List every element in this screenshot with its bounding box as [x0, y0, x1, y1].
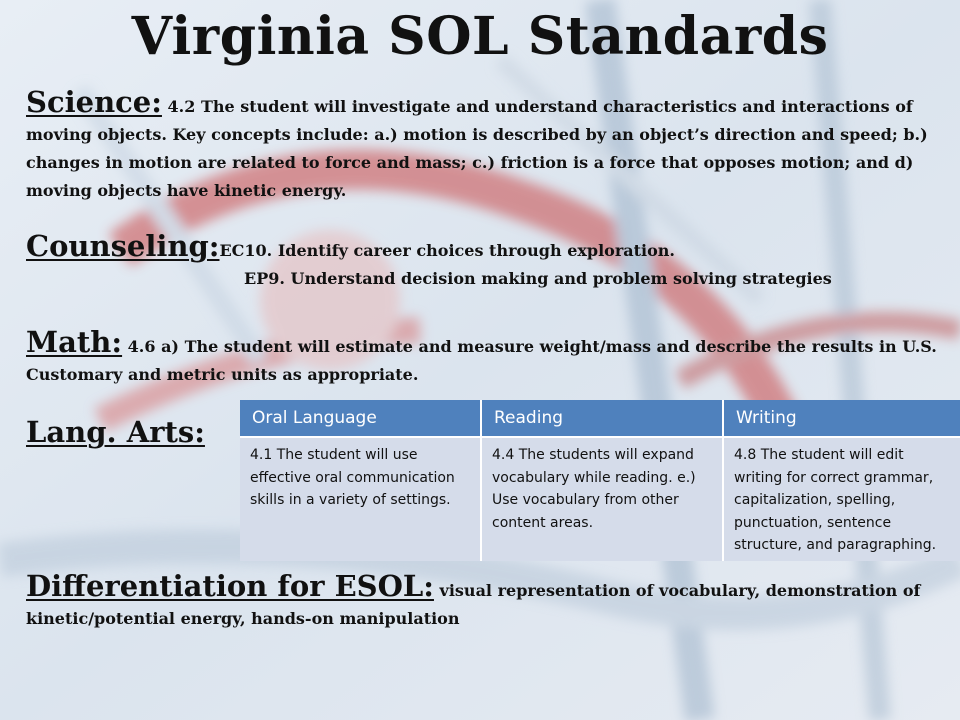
cell-writing: 4.8 The student will edit writing for correct grammar, capitalization, spelling, punctuation, sentence structure, and paragraphing. — [723, 437, 960, 561]
slide-title: Virginia SOL Standards — [131, 6, 829, 67]
column-header-writing: Writing — [723, 400, 960, 437]
esol-heading: Differentiation for ESOL: — [26, 569, 434, 603]
science-heading: Science: — [26, 85, 162, 119]
column-header-reading: Reading — [481, 400, 723, 437]
math-text: 4.6 a) The student will estimate and measure weight/mass and describe the results in U.S. Customary and metric units as appropriate. — [26, 337, 937, 384]
math-section — [26, 325, 946, 389]
counseling-line-1: EC10. Identify career choices through exploration. — [219, 241, 675, 260]
counseling-heading: Counseling: — [26, 229, 220, 263]
table-header-row — [240, 400, 960, 437]
lang-arts-table — [240, 400, 960, 561]
counseling-section — [26, 229, 946, 293]
esol-section — [26, 569, 946, 633]
table-row — [240, 437, 960, 561]
math-heading: Math: — [26, 325, 123, 359]
cell-reading: 4.4 The students will expand vocabulary while reading. e.) Use vocabulary from other content areas. — [481, 437, 723, 561]
lang-arts-heading: Lang. Arts: — [26, 415, 205, 449]
column-header-oral-language: Oral Language — [240, 400, 481, 437]
counseling-line-2: EP9. Understand decision making and problem solving strategies — [244, 269, 832, 288]
science-text: 4.2 The student will investigate and understand characteristics and interactions of moving objects. Key concepts include: a.) motion is described by an object’s direction and speed; b.) changes in motion are related to force and mass; c.) friction is a force that opposes motion; and d) moving objects have kinetic energy. — [26, 97, 928, 200]
esol-text: visual representation of vocabulary, demonstration of kinetic/potential energy, hands-on manipulation — [26, 581, 921, 628]
cell-oral-language: 4.1 The student will use effective oral communication skills in a variety of settings. — [240, 437, 481, 561]
science-section — [26, 85, 946, 205]
